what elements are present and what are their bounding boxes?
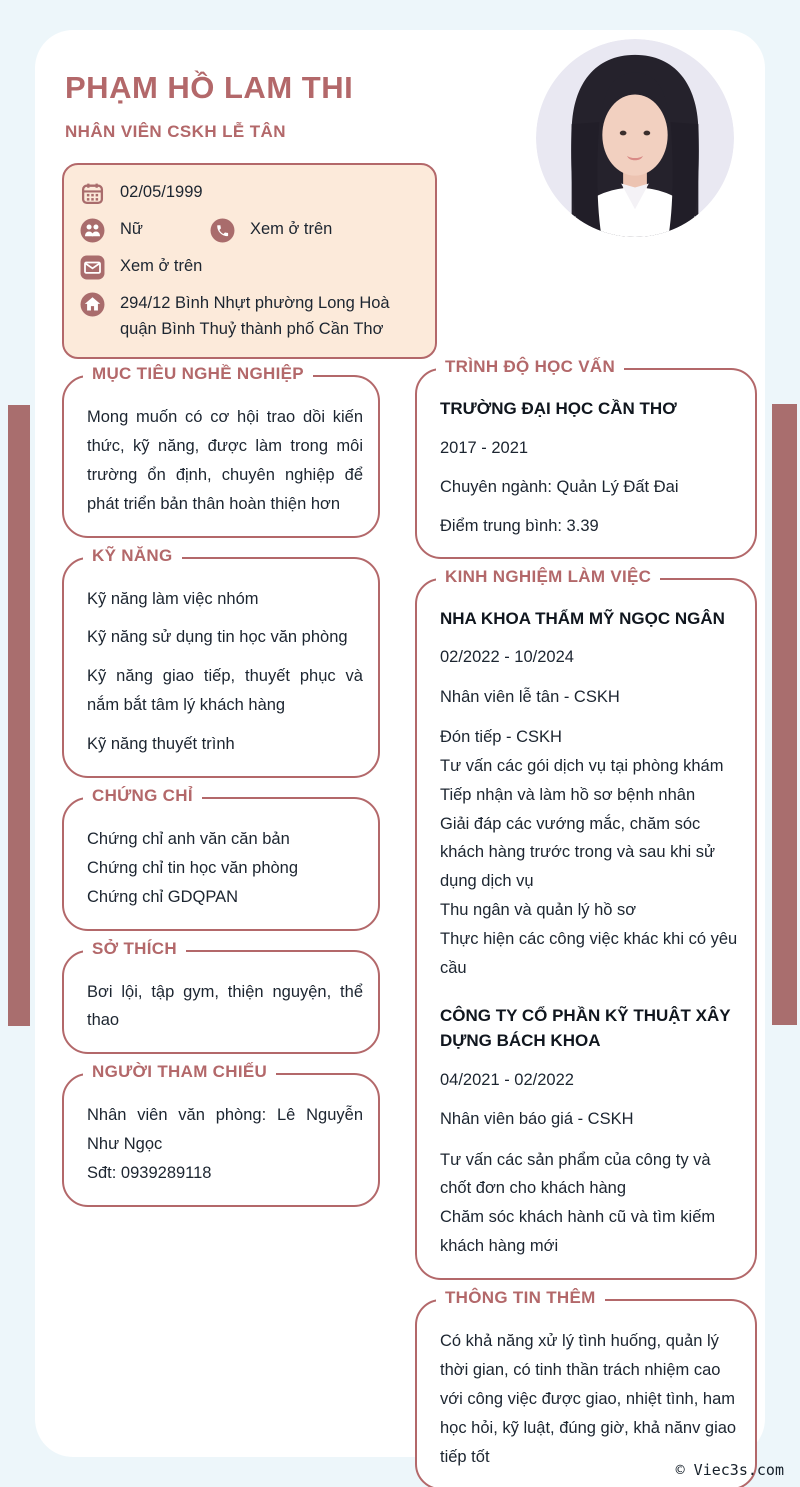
contact-row-email <box>80 254 419 280</box>
cv-card <box>35 30 765 1466</box>
contact-info-box <box>62 163 437 359</box>
duty-line: Giải đáp các vướng mắc, chăm sóc khách hàng trước trong và sau khi sử dụng dịch vụ <box>440 814 716 891</box>
job-duties <box>440 723 740 983</box>
section-experience-title: KINH NGHIỆM LÀM VIỆC <box>436 567 660 587</box>
duty-line: Tư vấn các sản phẩm của công ty và chốt đơn cho khách hàng <box>440 1150 711 1198</box>
section-objective <box>62 364 380 538</box>
section-additional-info <box>415 1288 757 1487</box>
additional-info-text: Có khả năng xử lý tình huống, quản lý thời gian, có tinh thần trách nhiệm cao với công việc được giao, nhiệt tình, ham học hỏi, kỹ luật, đúng giờ, khả nănv giao tiếp tốt <box>440 1332 737 1466</box>
section-additional-info-title: THÔNG TIN THÊM <box>436 1288 605 1308</box>
job-company: CÔNG TY CỔ PHẦN KỸ THUẬT XÂY DỰNG BÁCH KHOA <box>440 1005 731 1051</box>
section-education <box>415 357 757 559</box>
duty-line: Tư vấn các gói dịch vụ tại phòng khám <box>440 756 724 775</box>
list-item: Chứng chỉ anh văn căn bản <box>87 829 290 848</box>
left-accent-bar <box>8 405 30 1026</box>
section-hobbies-title: SỞ THÍCH <box>83 939 186 959</box>
gender-value: Nữ <box>120 220 143 238</box>
list-item: Chứng chỉ tin học văn phòng <box>87 858 299 877</box>
home-icon <box>80 292 105 317</box>
job-duties <box>440 1146 740 1262</box>
job-role: Nhân viên lễ tân - CSKH <box>440 687 620 706</box>
phone-value: Xem ở trên <box>250 220 333 238</box>
education-period: 2017 - 2021 <box>440 438 529 457</box>
right-accent-bar <box>772 404 797 1025</box>
hobbies-text: Bơi lội, tập gym, thiện nguyện, thể thao <box>87 982 363 1030</box>
skills-list <box>87 585 363 759</box>
list-item: Sđt: 0939289118 <box>87 1164 212 1182</box>
contact-row-address <box>80 291 419 342</box>
profile-photo <box>536 39 734 237</box>
contact-row-birthday <box>80 180 419 206</box>
experience-job-2 <box>440 1003 740 1261</box>
section-hobbies <box>62 938 380 1055</box>
duty-line: Thực hiện các công việc khác khi có yêu cầu <box>440 930 738 977</box>
job-company: NHA KHOA THẨM MỸ NGỌC NGÂN <box>440 608 725 628</box>
contact-row-gender-phone <box>80 217 419 243</box>
duty-line: Thu ngân và quản lý hồ sơ <box>440 901 637 920</box>
section-experience <box>415 566 757 1280</box>
objective-text: Mong muốn có cơ hội trao dồi kiến thức, kỹ năng, được làm trong môi trường ổn định, chuyên nghiệp để phát triển bản thân hoàn thiện hơn <box>87 408 363 513</box>
experience-job-1 <box>440 606 740 983</box>
education-major: Chuyên ngành: Quản Lý Đất Đai <box>440 477 679 496</box>
person-name: PHẠM HỒ LAM THI <box>65 70 354 105</box>
references-list <box>87 1101 363 1188</box>
section-skills-title: KỸ NĂNG <box>83 546 182 566</box>
header <box>65 70 353 142</box>
education-school: TRƯỜNG ĐẠI HỌC CẦN THƠ <box>440 399 677 418</box>
email-icon <box>80 255 105 280</box>
list-item: Kỹ năng thuyết trình <box>87 735 235 753</box>
person-job-title: NHÂN VIÊN CSKH LỄ TÂN <box>65 122 286 141</box>
section-skills <box>62 545 380 778</box>
profile-photo-illustration <box>536 39 734 237</box>
list-item: Chứng chỉ GDQPAN <box>87 887 239 906</box>
job-period: 04/2021 - 02/2022 <box>440 1070 574 1089</box>
list-item: Kỹ năng làm việc nhóm <box>87 589 259 608</box>
list-item: Nhân viên văn phòng: Lê Nguyễn Như Ngọc <box>87 1106 363 1154</box>
job-period: 02/2022 - 10/2024 <box>440 648 574 667</box>
right-column <box>415 357 757 1487</box>
section-education-title: TRÌNH ĐỘ HỌC VẤN <box>436 357 624 377</box>
gender-icon <box>80 218 105 243</box>
certificates-list <box>87 825 363 912</box>
birthday-value: 02/05/1999 <box>120 183 203 201</box>
duty-line: Chăm sóc khách hành cũ và tìm kiếm khách hàng mới <box>440 1208 716 1256</box>
job-role: Nhân viên báo giá - CSKH <box>440 1110 634 1129</box>
section-references <box>62 1062 380 1207</box>
list-item: Kỹ năng sử dụng tin học văn phòng <box>87 628 348 647</box>
section-certificates-title: CHỨNG CHỈ <box>83 786 202 806</box>
phone-icon <box>210 218 235 243</box>
calendar-icon <box>80 181 105 206</box>
duty-line: Tiếp nhận và làm hồ sơ bệnh nhân <box>440 785 696 804</box>
education-gpa: Điểm trung bình: 3.39 <box>440 517 599 536</box>
watermark-credit: © Viec3s.com <box>675 1461 784 1479</box>
duty-line: Đón tiếp - CSKH <box>440 727 562 746</box>
list-item: Kỹ năng giao tiếp, thuyết phục và nắm bắt tâm lý khách hàng <box>87 667 363 715</box>
section-references-title: NGƯỜI THAM CHIẾU <box>83 1062 276 1082</box>
address-value: 294/12 Bình Nhựt phường Long Hoà quận Bình Thuỷ thành phố Cần Thơ <box>120 294 390 338</box>
email-value: Xem ở trên <box>120 257 203 275</box>
section-objective-title: MỤC TIÊU NGHỀ NGHIỆP <box>83 364 313 384</box>
section-certificates <box>62 785 380 931</box>
left-column <box>62 364 380 1226</box>
